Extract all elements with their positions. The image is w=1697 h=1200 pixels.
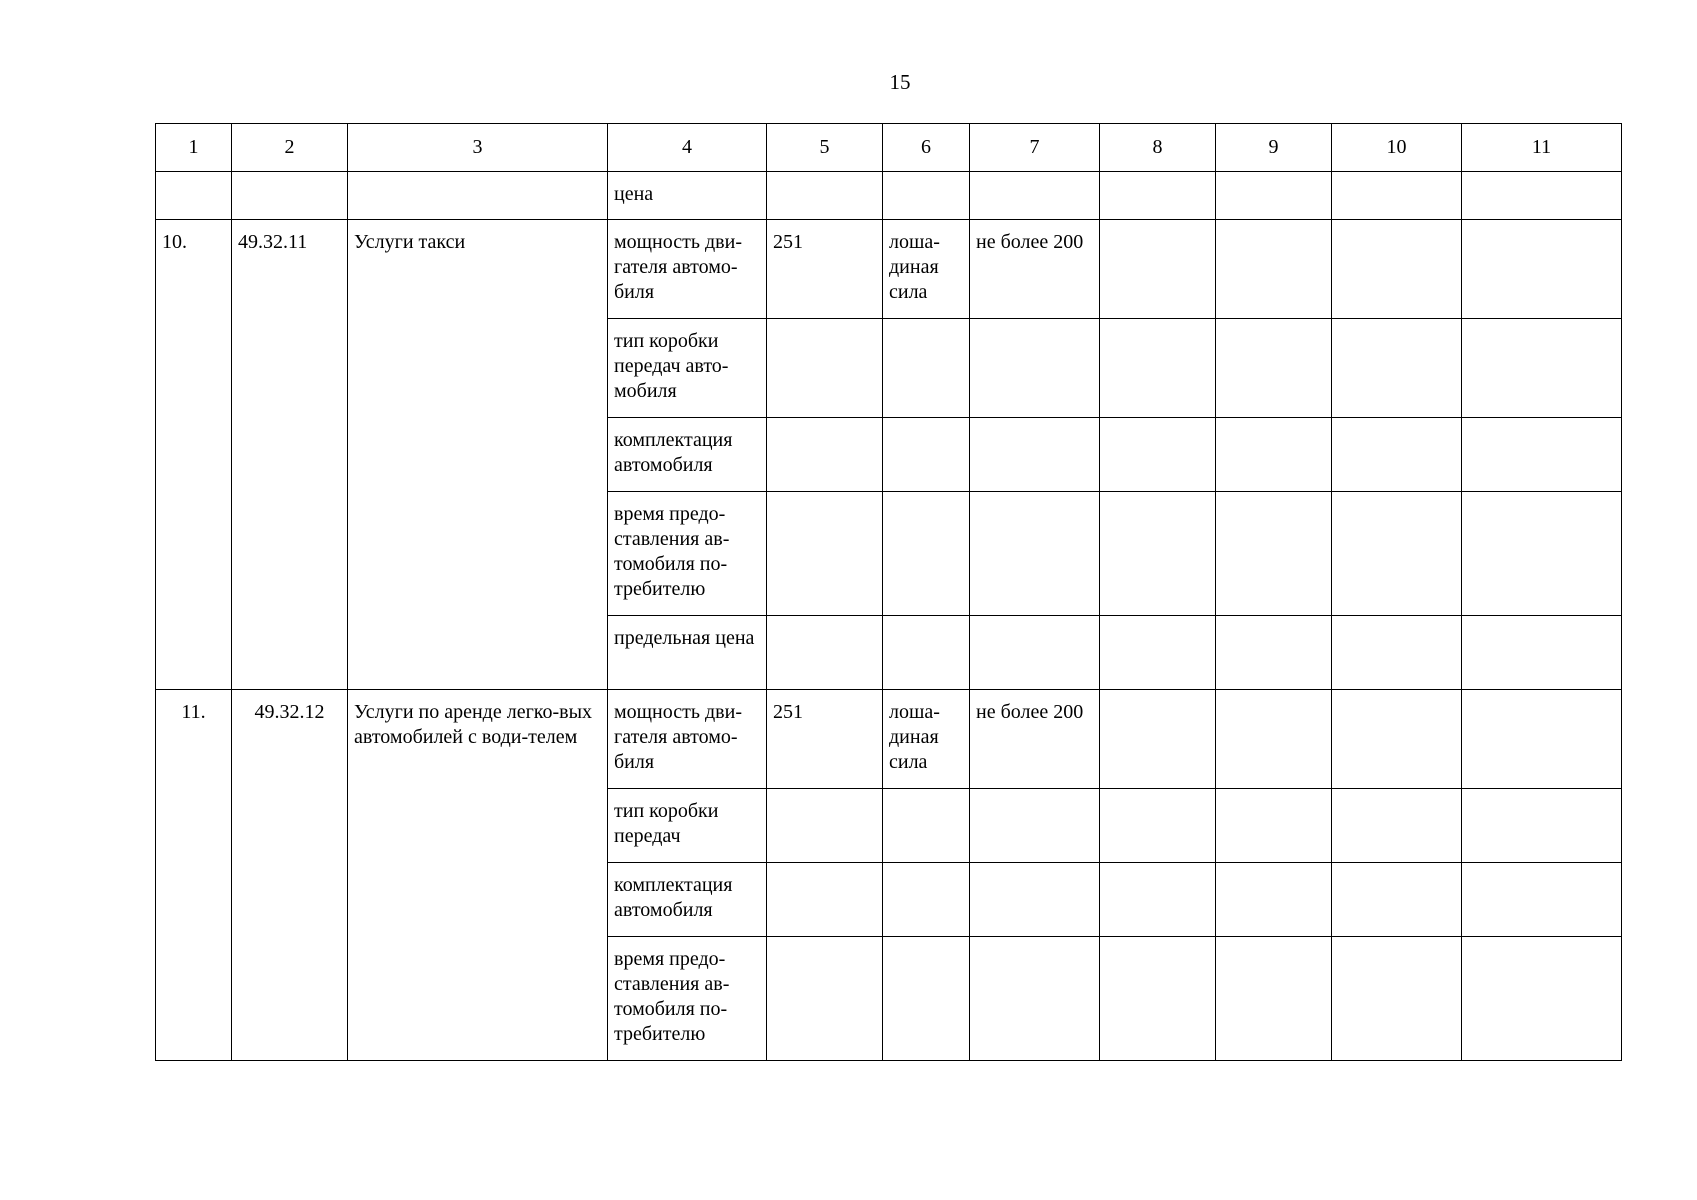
header-cell: 3 [348, 124, 608, 172]
row-number: 11. [156, 690, 232, 1061]
characteristic-name: мощность дви-гателя автомо-биля [608, 690, 767, 789]
characteristic-value: 251 [767, 220, 883, 319]
header-row [156, 124, 1622, 172]
characteristic-value: 251 [767, 690, 883, 789]
characteristic-name: тип коробки передач [608, 789, 767, 863]
header-cell: 6 [883, 124, 970, 172]
header-cell: 10 [1332, 124, 1462, 172]
header-cell: 5 [767, 124, 883, 172]
header-cell: 4 [608, 124, 767, 172]
table-row [156, 690, 1622, 789]
table-row [156, 220, 1622, 319]
header-cell: 2 [232, 124, 348, 172]
header-cell: 1 [156, 124, 232, 172]
okpd-code: 49.32.11 [232, 220, 348, 690]
limit-value: не более 200 [970, 220, 1100, 319]
characteristic-name: комплектация автомобиля [608, 863, 767, 937]
characteristic-name: предельная цена [608, 616, 767, 690]
characteristic-name: комплектация автомобиля [608, 418, 767, 492]
header-cell: 8 [1100, 124, 1216, 172]
unit: лоша-диная сила [883, 220, 970, 319]
okpd-code: 49.32.12 [232, 690, 348, 1061]
characteristic-name: время предо-ставления ав-томобиля по-требителю [608, 937, 767, 1061]
characteristic-name: тип коробки передач авто-мобиля [608, 319, 767, 418]
page-number: 15 [889, 70, 911, 94]
service-name: Услуги по аренде легко-вых автомобилей с води-телем [348, 690, 608, 1061]
header-cell: 11 [1462, 124, 1622, 172]
characteristic-name: время предо-ставления ав-томобиля по-требителю [608, 492, 767, 616]
header-cell: 9 [1216, 124, 1332, 172]
unit: лоша-диная сила [883, 690, 970, 789]
limit-value: не более 200 [970, 690, 1100, 789]
continuation-row [156, 172, 1622, 220]
row-number: 10. [156, 220, 232, 690]
characteristic-name: цена [608, 172, 767, 220]
characteristics-table [155, 123, 1622, 1061]
header-cell: 7 [970, 124, 1100, 172]
service-name: Услуги такси [348, 220, 608, 690]
characteristic-name: мощность дви-гателя автомо-биля [608, 220, 767, 319]
